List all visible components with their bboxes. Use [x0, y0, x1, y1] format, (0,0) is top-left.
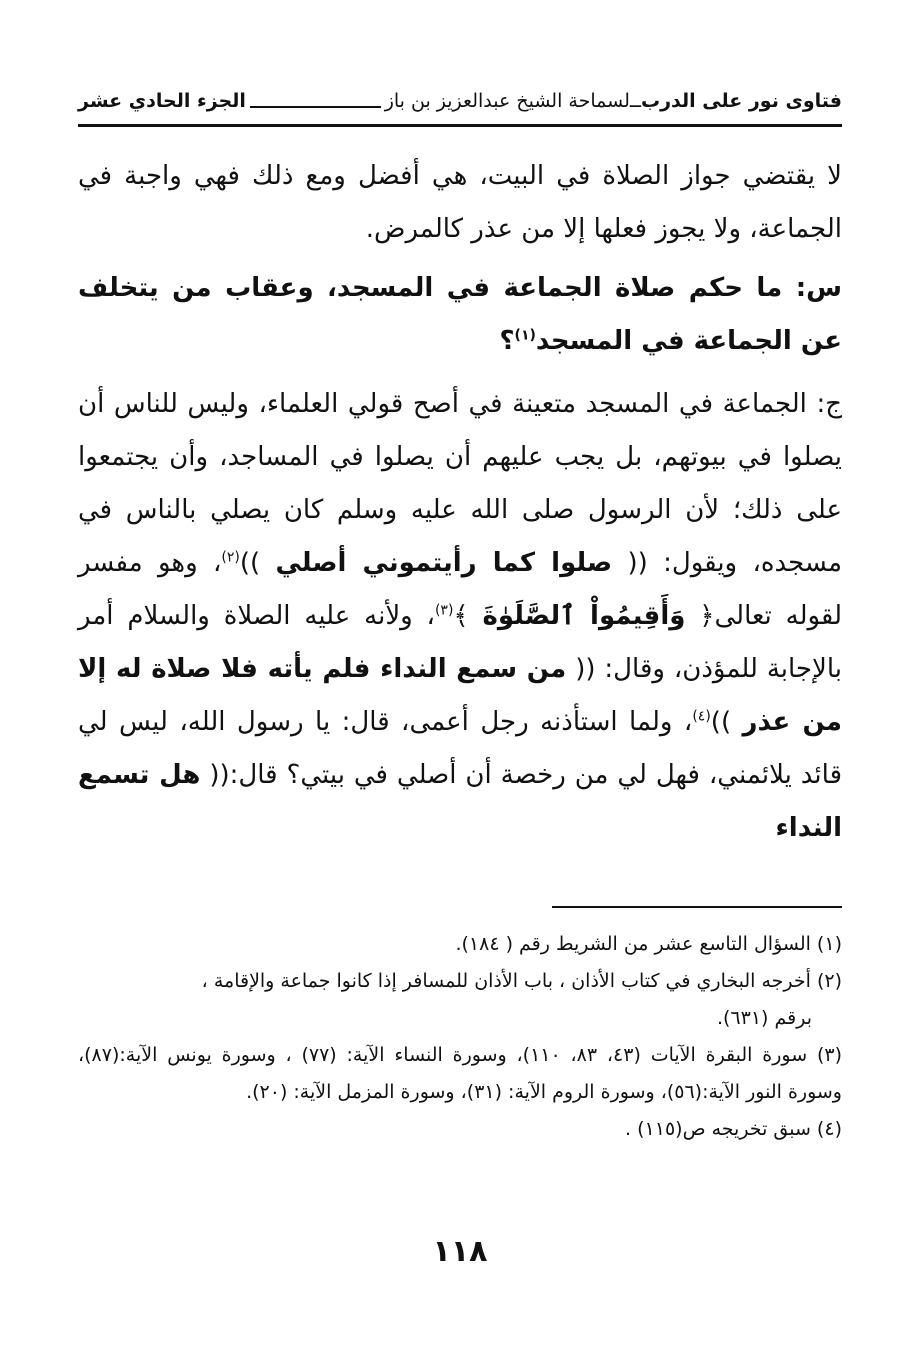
question-text: ما حكم صلاة الجماعة في المسجد، وعقاب من يتخلف عن الجماعة في المسجد: [78, 273, 842, 356]
footnote-2: (٢) أخرجه البخاري في كتاب الأذان ، باب الأذان للمسافر إذا كانوا جماعة والإقامة ،: [201, 970, 842, 992]
hadith-2-close: )): [710, 707, 732, 737]
answer-paragraph: [78, 378, 842, 855]
header-dash: ــ: [629, 90, 641, 112]
answer-part-1: ج: الجماعة في المسجد متعينة في أصح قولي العلماء، وليس للناس أن يصلوا في بيوتهم، بل يجب عليهم أن يصلوا في المساجد، وأن يجتمعوا على ذلك؛ لأن الرسول صلى الله عليه وسلم كان يصلي بالناس في مسجده، ويقول: ((: [78, 389, 843, 578]
intro-paragraph: لا يقتضي جواز الصلاة في البيت، هي أفضل ومع ذلك فهي واجبة في الجماعة، ولا يجوز فعلها إلا من عذر كالمرض.: [78, 161, 842, 244]
page-number: ١١٨: [432, 1234, 488, 1269]
footnote-3: (٣) سورة البقرة الآيات (٤٣، ٨٣، ١١٠)، وسورة النساء الآية: (٧٧) ، وسورة يونس الآية:(٨٧)، وسورة النور الآية:(٥٦)، وسورة الروم الآية: (٣١)، وسورة المزمل الآية: (٢٠).: [78, 1044, 843, 1103]
header-part: الجزء الحادي عشر: [78, 90, 246, 112]
hadith-2: من سمع النداء فلم يأته فلا صلاة له إلا من عذر: [78, 654, 843, 737]
answer-part-2: ، وهو مفسر لقوله تعالى﴿: [78, 548, 842, 631]
hadith-3: هل تسمع النداء: [78, 760, 842, 843]
footnote-ref-2: (٢): [221, 549, 240, 566]
header-author: لسماحة الشيخ عبدالعزيز بن باز: [384, 90, 630, 112]
answer-part-3: ، ولأنه عليه الصلاة والسلام أمر بالإجابة للمؤذن، وقال: ((: [78, 601, 842, 684]
header-rule: [250, 84, 381, 108]
footnote-ref-3: (٣): [434, 602, 454, 619]
footnote-separator: [552, 906, 842, 908]
footnote-1: (١) السؤال التاسع عشر من الشريط رقم ( ١٨٤).: [455, 933, 842, 955]
footnote-2-continuation: برقم (٦٣١).: [716, 1007, 812, 1029]
question-paragraph: [78, 262, 842, 368]
quran-verse: وَأَقِيمُواْ ٱلصَّلَوٰةَ: [482, 601, 686, 631]
quran-close: ﴾: [453, 601, 469, 631]
hadith-1: صلوا كما رأيتموني أصلي: [275, 548, 613, 578]
footnotes: [78, 926, 842, 1148]
question-mark: ؟: [499, 326, 515, 356]
hadith-1-close: )): [239, 548, 261, 578]
answer-part-4: ، ولما استأذنه رجل أعمى، قال: يا رسول الله، ليس لي قائد يلائمني، فهل لي من رخصة أن أصلي في بيتي؟ قال:((: [78, 707, 842, 790]
book-title: فتاوى نور على الدرب: [641, 90, 842, 112]
question-prefix: س:: [795, 273, 842, 303]
header-underline: [78, 124, 842, 127]
main-text: [78, 150, 842, 855]
footnote-ref-4: (٤): [692, 708, 711, 725]
footnote-4: (٤) سبق تخريجه ص(١١٥) .: [625, 1118, 842, 1140]
running-header: [78, 84, 842, 118]
footnote-ref-1: (١): [514, 327, 536, 344]
